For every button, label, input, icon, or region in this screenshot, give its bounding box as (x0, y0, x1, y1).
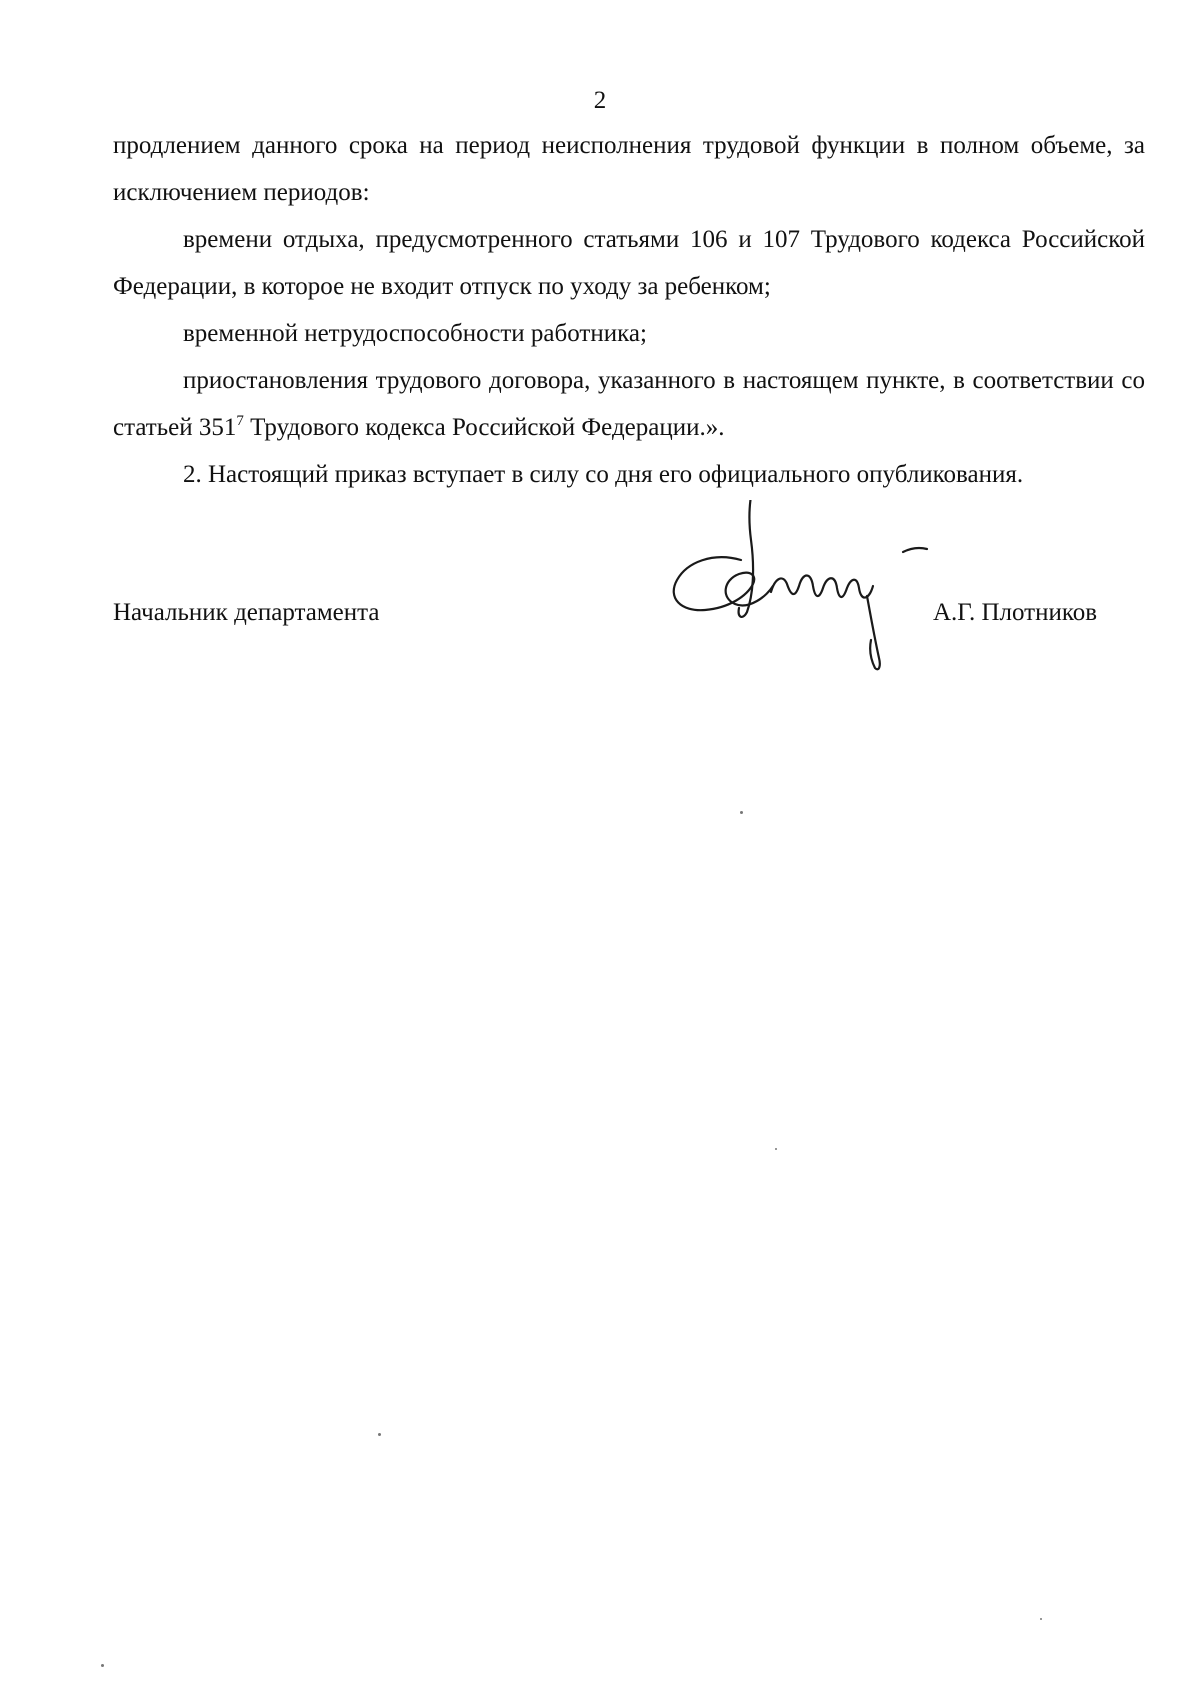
handwritten-signature-icon (643, 500, 943, 700)
signature-block (113, 500, 1145, 700)
signer-name: А.Г. Плотников (933, 599, 1098, 626)
paragraph-rest-time: времени отдыха, предусмотренного статьями 106 и 107 Трудового кодекса Российской Федерации, в которое не входит отпуск по уходу за ребенком; (113, 226, 1145, 300)
signer-title: Начальник департамента (113, 599, 380, 626)
paragraph-continuation: продлением данного срока на период неисполнения трудовой функции в полном объеме, за исключением периодов: (113, 132, 1145, 206)
page-number: 2 (593, 87, 607, 114)
article-superscript: 7 (236, 413, 244, 429)
scan-speck (101, 1664, 104, 1667)
scan-speck (1040, 1618, 1042, 1620)
scan-speck (378, 1433, 381, 1436)
scan-speck (775, 1148, 777, 1150)
paragraph-suspension (113, 357, 1145, 451)
paragraph-suspension-tail: Трудового кодекса Российской Федерации.». (243, 414, 725, 441)
paragraph-entry-into-force: 2. Настоящий приказ вступает в силу со дня его официального опубликования. (183, 461, 1024, 488)
paragraph-suspension-text: приостановления трудового договора, указанного в настоящем пункте, в соответствии со статьей 351 (113, 367, 1145, 441)
document-body (113, 122, 1145, 498)
paragraph-disability: временной нетрудоспособности работника; (183, 320, 647, 347)
scan-speck (740, 811, 743, 814)
